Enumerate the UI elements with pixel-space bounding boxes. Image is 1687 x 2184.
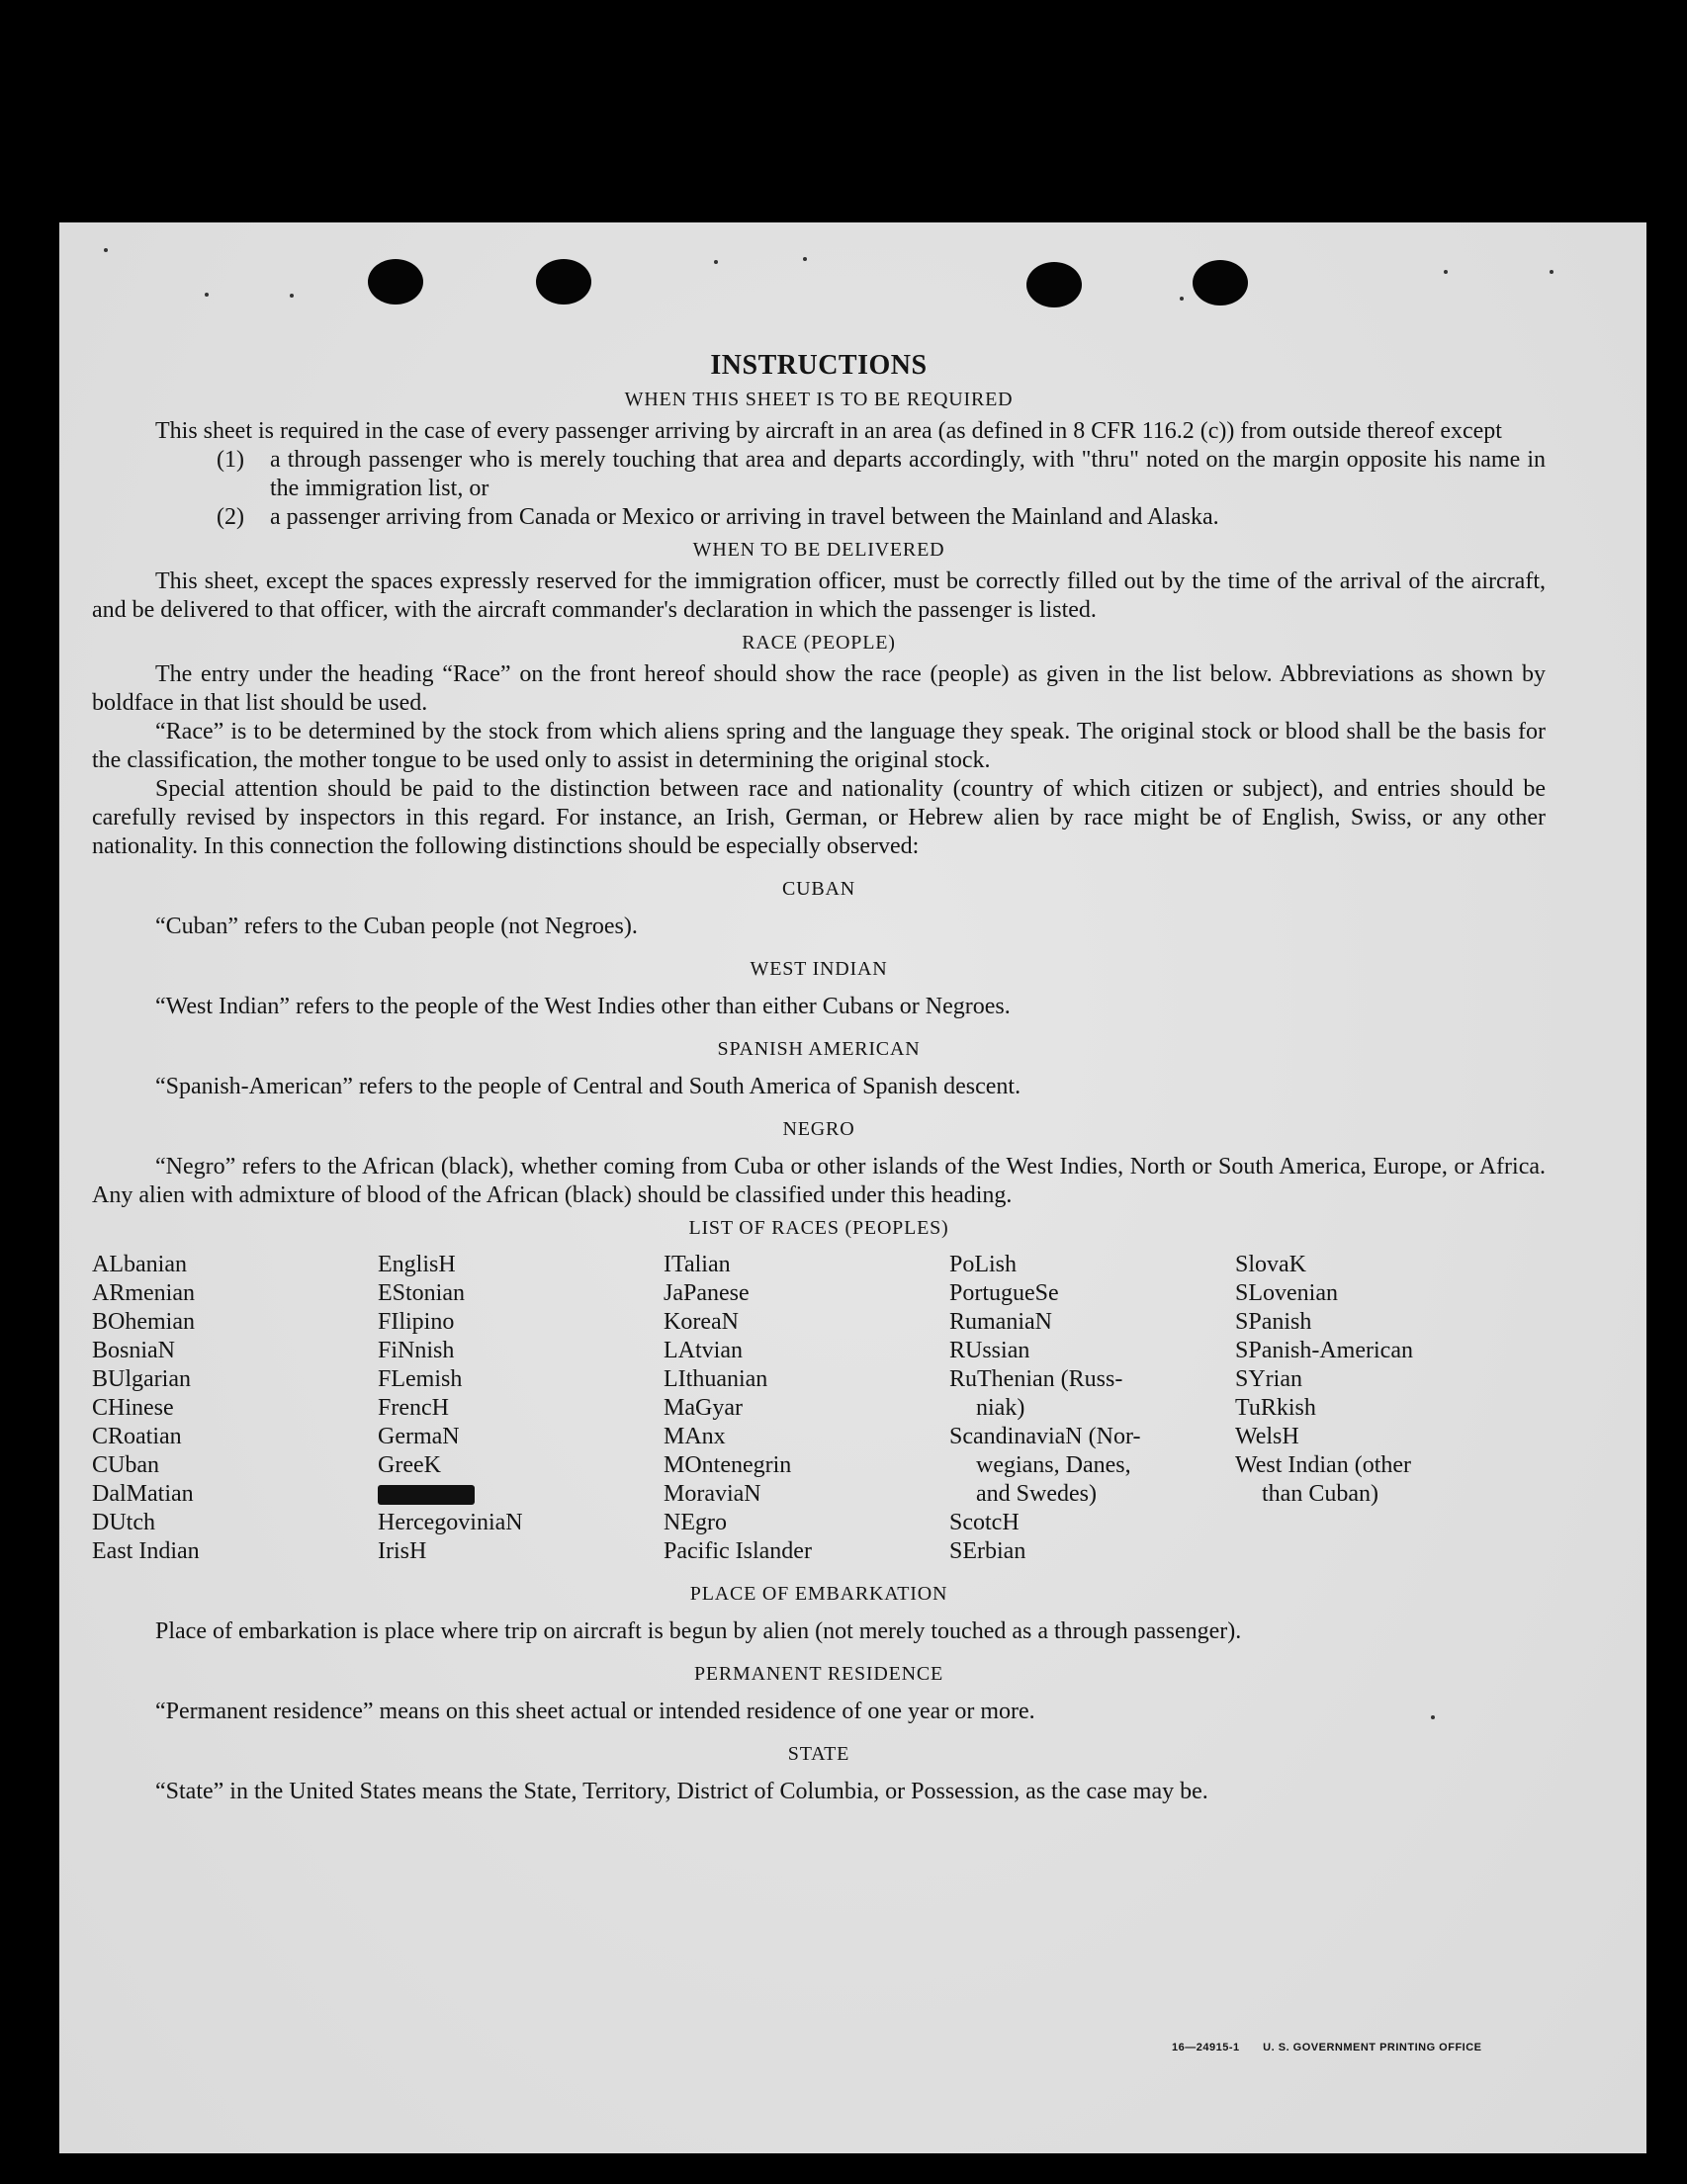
race-entry: DalMatian [92, 1481, 194, 1507]
race-column [378, 1251, 664, 1566]
race-entry: PortugueSe [949, 1280, 1059, 1306]
race-entry: KoreaN [664, 1309, 739, 1335]
race-list [92, 1251, 1546, 1566]
race-entry: West Indian (other [1235, 1452, 1412, 1478]
race-entry: TuRkish [1235, 1395, 1316, 1421]
race-entry: DUtch [92, 1510, 155, 1535]
race-entry [378, 1480, 664, 1509]
race-entry: SlovaK [1235, 1252, 1306, 1277]
race-entry: GermaN [378, 1424, 460, 1449]
race-column [949, 1251, 1235, 1566]
race-entry: MOntenegrin [664, 1452, 792, 1478]
section-heading-when-required: WHEN THIS SHEET IS TO BE REQUIRED [624, 389, 1014, 410]
speck [205, 293, 209, 297]
race-entry: East Indian [92, 1538, 200, 1564]
race-entry: SYrian [1235, 1366, 1302, 1392]
race-entry: than Cuban) [1262, 1481, 1378, 1507]
race-entry: JaPanese [664, 1280, 750, 1306]
race-entry: SPanish-American [1235, 1338, 1413, 1363]
punch-hole [536, 259, 591, 305]
section-heading-west-indian: WEST INDIAN [750, 958, 888, 980]
race-entry: and Swedes) [976, 1481, 1097, 1507]
race-entry: SPanish [1235, 1309, 1312, 1335]
race-entry: wegians, Danes, [976, 1452, 1131, 1478]
section-heading-residence: PERMANENT RESIDENCE [693, 1663, 944, 1685]
speck [1550, 270, 1554, 274]
redaction-mark [378, 1485, 475, 1505]
race-entry: WelsH [1235, 1424, 1299, 1449]
form-number: 16—24915-1 [1172, 2042, 1240, 2053]
section-heading-when-delivered: WHEN TO BE DELIVERED [692, 539, 945, 561]
race-entry: GreeK [378, 1452, 441, 1478]
punch-hole [1026, 262, 1082, 307]
speck [290, 294, 294, 298]
speck [714, 260, 718, 264]
exception-item-2 [217, 503, 1546, 532]
race-entry: NEgro [664, 1510, 727, 1535]
west-indian-text: “West Indian” refers to the people of the West Indies other than either Cubans or Negroes. [155, 994, 1011, 1019]
race-entry: Pacific Islander [664, 1538, 812, 1564]
residence-text: “Permanent residence” means on this sheet actual or intended residence of one year or more. [155, 1699, 1035, 1724]
exception-number: (1) [217, 447, 244, 473]
printer-credit: U. S. GOVERNMENT PRINTING OFFICE [1263, 2042, 1482, 2053]
race-entry: ITalian [664, 1252, 731, 1277]
race-column [1235, 1251, 1532, 1566]
when-delivered-text: This sheet, except the spaces expressly reserved for the immigration officer, must be correctly filled out by the time of the arrival of the aircraft, and be delivered to that officer, with the aircraft commander's declaration in which the passenger is listed. [92, 568, 1546, 623]
race-entry: FLemish [378, 1366, 463, 1392]
punch-hole [368, 259, 423, 305]
race-entry: SLovenian [1235, 1280, 1338, 1306]
race-entry: PoLish [949, 1252, 1018, 1277]
race-entry: EStonian [378, 1280, 465, 1306]
punch-hole [1193, 260, 1248, 306]
race-entry: MAnx [664, 1424, 726, 1449]
exception-text: a through passenger who is merely touching that area and departs accordingly, with "thru" noted on the margin opposite his name in the immigration list, or [270, 447, 1546, 501]
race-entry: CHinese [92, 1395, 174, 1421]
race-entry: FiNnish [378, 1338, 455, 1363]
race-entry: IrisH [378, 1538, 427, 1564]
race-entry: RUssian [949, 1338, 1030, 1363]
race-entry: BUlgarian [92, 1366, 191, 1392]
race-entry: CUban [92, 1452, 159, 1478]
race-entry: ARmenian [92, 1280, 195, 1306]
state-text: “State” in the United States means the State, Territory, District of Columbia, or Possession, as the case may be. [155, 1779, 1208, 1804]
exception-text: a passenger arriving from Canada or Mexico or arriving in travel between the Mainland and Alaska. [270, 504, 1219, 530]
spanish-american-text: “Spanish-American” refers to the people of Central and South America of Spanish descent. [155, 1074, 1021, 1099]
race-paragraph-1: The entry under the heading “Race” on the front hereof should show the race (people) as given in the list below. Abbreviations as shown by boldface in that list should be used. [92, 661, 1546, 716]
race-entry: LIthuanian [664, 1366, 768, 1392]
section-heading-negro: NEGRO [782, 1118, 855, 1140]
when-required-intro: This sheet is required in the case of every passenger arriving by aircraft in an area (as defined in 8 CFR 116.2 (c)) from outside thereof except [155, 418, 1502, 444]
speck [1180, 297, 1184, 301]
race-paragraph-3: Special attention should be paid to the distinction between race and nationality (country of which citizen or subject), and entries should be carefully revised by inspectors in this regard. For instance, an Irish, German, or Hebrew alien by race might be of English, Swiss, or any other nationality. In this connection the following distinctions should be especially observed: [92, 776, 1546, 859]
section-heading-list-of-races: LIST OF RACES (PEOPLES) [688, 1217, 949, 1239]
embarkation-text: Place of embarkation is place where trip on aircraft is begun by alien (not merely touched as a through passenger). [155, 1618, 1242, 1644]
race-entry: MoraviaN [664, 1481, 761, 1507]
race-entry: ScotcH [949, 1510, 1020, 1535]
section-heading-race: RACE (PEOPLE) [742, 632, 896, 654]
speck [1444, 270, 1448, 274]
exception-number: (2) [217, 504, 244, 530]
cuban-text: “Cuban” refers to the Cuban people (not Negroes). [155, 914, 638, 939]
race-entry: LAtvian [664, 1338, 743, 1363]
race-entry: niak) [976, 1395, 1025, 1421]
race-entry: RuThenian (Russ- [949, 1366, 1123, 1392]
race-entry: ScandinaviaN (Nor- [949, 1424, 1141, 1449]
section-heading-cuban: CUBAN [781, 878, 855, 900]
race-entry: ALbanian [92, 1252, 187, 1277]
speck [104, 248, 108, 252]
race-entry: FIlipino [378, 1309, 455, 1335]
section-heading-spanish-american: SPANISH AMERICAN [717, 1038, 921, 1060]
speck [803, 257, 807, 261]
race-entry: HercegoviniaN [378, 1510, 523, 1535]
race-entry: RumaniaN [949, 1309, 1052, 1335]
section-heading-state: STATE [787, 1743, 850, 1765]
document-sheet [59, 222, 1646, 2153]
race-paragraph-2: “Race” is to be determined by the stock from which aliens spring and the language they speak. The original stock or blood shall be the basis for the classification, the mother tongue to be used only to assist in determining the original stock. [92, 719, 1546, 773]
instructions-body [92, 351, 1546, 1806]
negro-text: “Negro” refers to the African (black), whether coming from Cuba or other islands of the West Indies, North or South America, Europe, or Africa. Any alien with admixture of blood of the African (black) should be classified under this heading. [92, 1154, 1546, 1208]
race-entry: BosniaN [92, 1338, 175, 1363]
race-entry: EnglisH [378, 1252, 456, 1277]
print-footer [1172, 2042, 1502, 2053]
race-entry: BOhemian [92, 1309, 195, 1335]
race-entry: FrencH [378, 1395, 449, 1421]
race-entry: MaGyar [664, 1395, 743, 1421]
page-title: INSTRUCTIONS [710, 350, 928, 381]
race-entry: CRoatian [92, 1424, 182, 1449]
race-column [92, 1251, 378, 1566]
race-column [664, 1251, 949, 1566]
exception-item-1 [217, 446, 1546, 503]
race-entry: SErbian [949, 1538, 1026, 1564]
section-heading-embarkation: PLACE OF EMBARKATION [689, 1583, 948, 1605]
